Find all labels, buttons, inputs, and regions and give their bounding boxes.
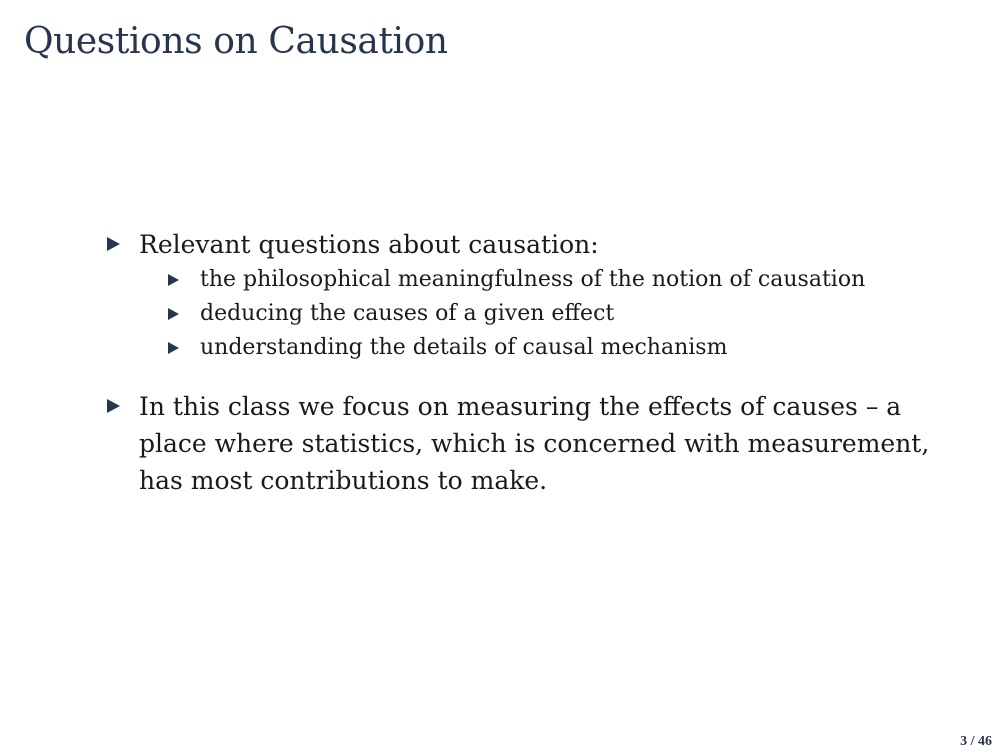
slide-title: Questions on Causation [24,21,448,62]
sub-bullet-item-text: understanding the details of causal mechanism [200,335,728,360]
sub-bullet-item [165,297,944,331]
triangle-bullet-icon [168,274,179,286]
bullet-item-text: Relevant questions about causation: [139,230,599,259]
triangle-bullet-icon [168,308,179,320]
triangle-bullet-icon [168,342,179,354]
bullet-item-text: In this class we focus on measuring the effects of causes – a place where statistics, which is concerned with measurement, has most contributions to make. [139,392,930,495]
bullet-item [104,388,944,499]
sub-bullet-item [165,263,944,297]
sub-bullet-list [165,263,944,365]
page-number: 3 / 46 [960,734,992,749]
triangle-bullet-icon [107,399,120,413]
sub-bullet-item-text: the philosophical meaningfulness of the notion of causation [200,267,866,292]
bullet-list [104,226,944,499]
sub-bullet-item-text: deducing the causes of a given effect [200,301,615,326]
bullet-item [104,226,944,365]
sub-bullet-item [165,331,944,365]
triangle-bullet-icon [107,237,120,251]
